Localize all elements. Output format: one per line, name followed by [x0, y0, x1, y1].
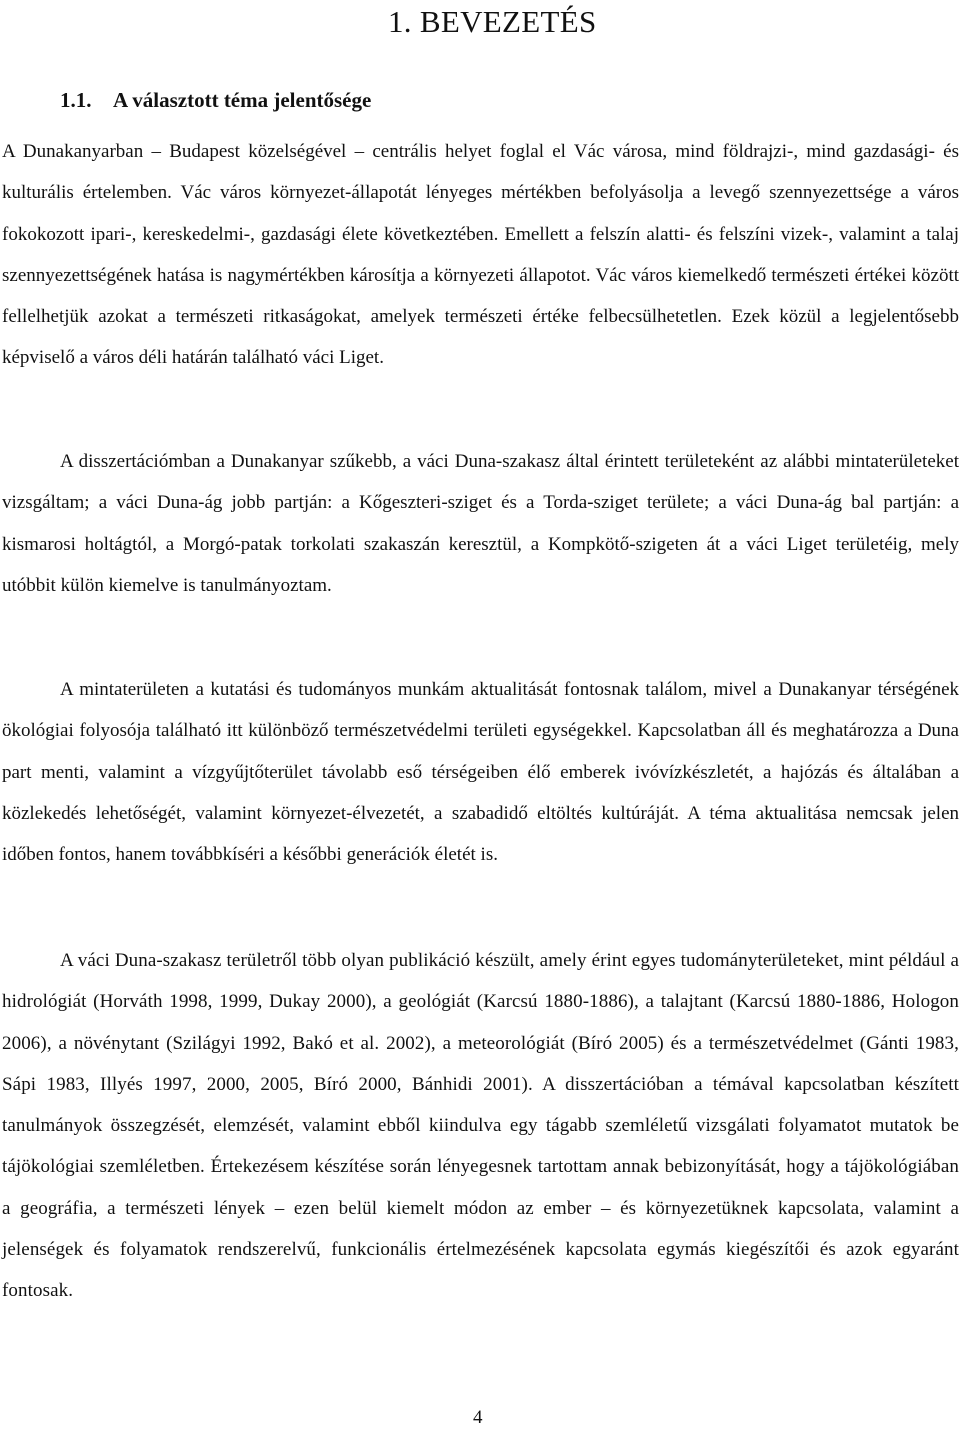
paragraph-4: A váci Duna-szakasz területről több olyan publikáció készült, amely érint egyes tudományterületeket, mint például a hidrológiát (Horváth 1998, 1999, Dukay 2000), a geológiát (Karcsú 1880-1886), a talajtant (Karcsú 1880-1886, Hologon 2006), a növénytant (Szilágyi 1992, Bakó et al. 2002), a meteorológiát (Bíró 2005) és a természetvédelmet (Gánti 1983, Sápi 1983, Illyés 1997, 2000, 2005, Bíró 2000, Bánhidi 2001). A disszertációban a témával kapcsolatban készített tanulmányok összegzését, elemzését, valamint ebből kiindulva egy tágabb szemléletű vizsgálati folyamatot mutatok be tájökológiai szemléletben. Értekezésem készítése során lényegesnek tartottam annak bebizonyítását, hogy a tájökológiában a geográfia, a természeti lények – ezen belül kiemelt módon az ember – és környezetüknek kapcsolata, valamint a jelenségek és folyamatok rendszerelvű, funkcionális értelmezésének kapcsolata egymás kiegészítői és azok egyaránt fontosak.	[2, 950, 959, 1302]
paragraph-2: A disszertációmban a Dunakanyar szűkebb, a váci Duna-szakasz által érintett területeként az alábbi mintaterületeket vizsgáltam; a váci Duna-ág jobb partján: a Kőgeszteri-sziget és a Torda-sziget területe; a váci Duna-ág bal partján: a kismarosi holtágtól, a Morgó-patak torkolati szakaszán keresztül, a Kompkötő-szigeten át a váci Liget területéig, mely utóbbit külön kiemelve is tanulmányoztam.	[2, 451, 959, 596]
paragraph-1: A Dunakanyarban – Budapest közelségével – centrális helyet foglal el Vác városa, mind földrajzi-, mind gazdasági- és kulturális értelemben. Vác város környezet-állapotát lényeges mértékben befolyásolja a levegő szennyezettsége a város fokokozott ipari-, kereskedelmi-, gazdasági élete következtében. Emellett a felszín alatti- és felszíni vizek-, valamint a talaj szennyezettségének hatása is nagymértékben károsítja a környezeti állapotot. Vác város kiemelkedő természeti értékei között fellelhetjük azokat a természeti ritkaságokat, amelyek természeti értéke felbecsülhetetlen. Ezek közül a legjelentősebb képviselő a város déli határán található váci Liget.	[2, 141, 959, 369]
section-heading	[60, 84, 371, 116]
paragraph-3: A mintaterületen a kutatási és tudományos munkám aktualitását fontosnak találom, mivel a Dunakanyar térségének ökológiai folyosója található itt különböző természetvédelmi területi egységekkel. Kapcsolatban áll és meghatározza a Duna part menti, valamint a vízgyűjtőterület távolabb eső térségeiben élő emberek ivóvízkészletét, a hajózás és általában a közlekedés lehetőségét, valamint környezet-élvezetét, a szabadidő eltöltés kultúráját. A téma aktualitása nemcsak jelen időben fontos, hanem továbbkíséri a későbbi generációk életét is.	[2, 679, 959, 866]
section-title: A választott téma jelentősége	[113, 88, 372, 112]
chapter-title: 1. BEVEZETÉS	[388, 4, 597, 39]
page-number: 4	[473, 1407, 483, 1428]
section-number: 1.1.	[60, 88, 92, 112]
